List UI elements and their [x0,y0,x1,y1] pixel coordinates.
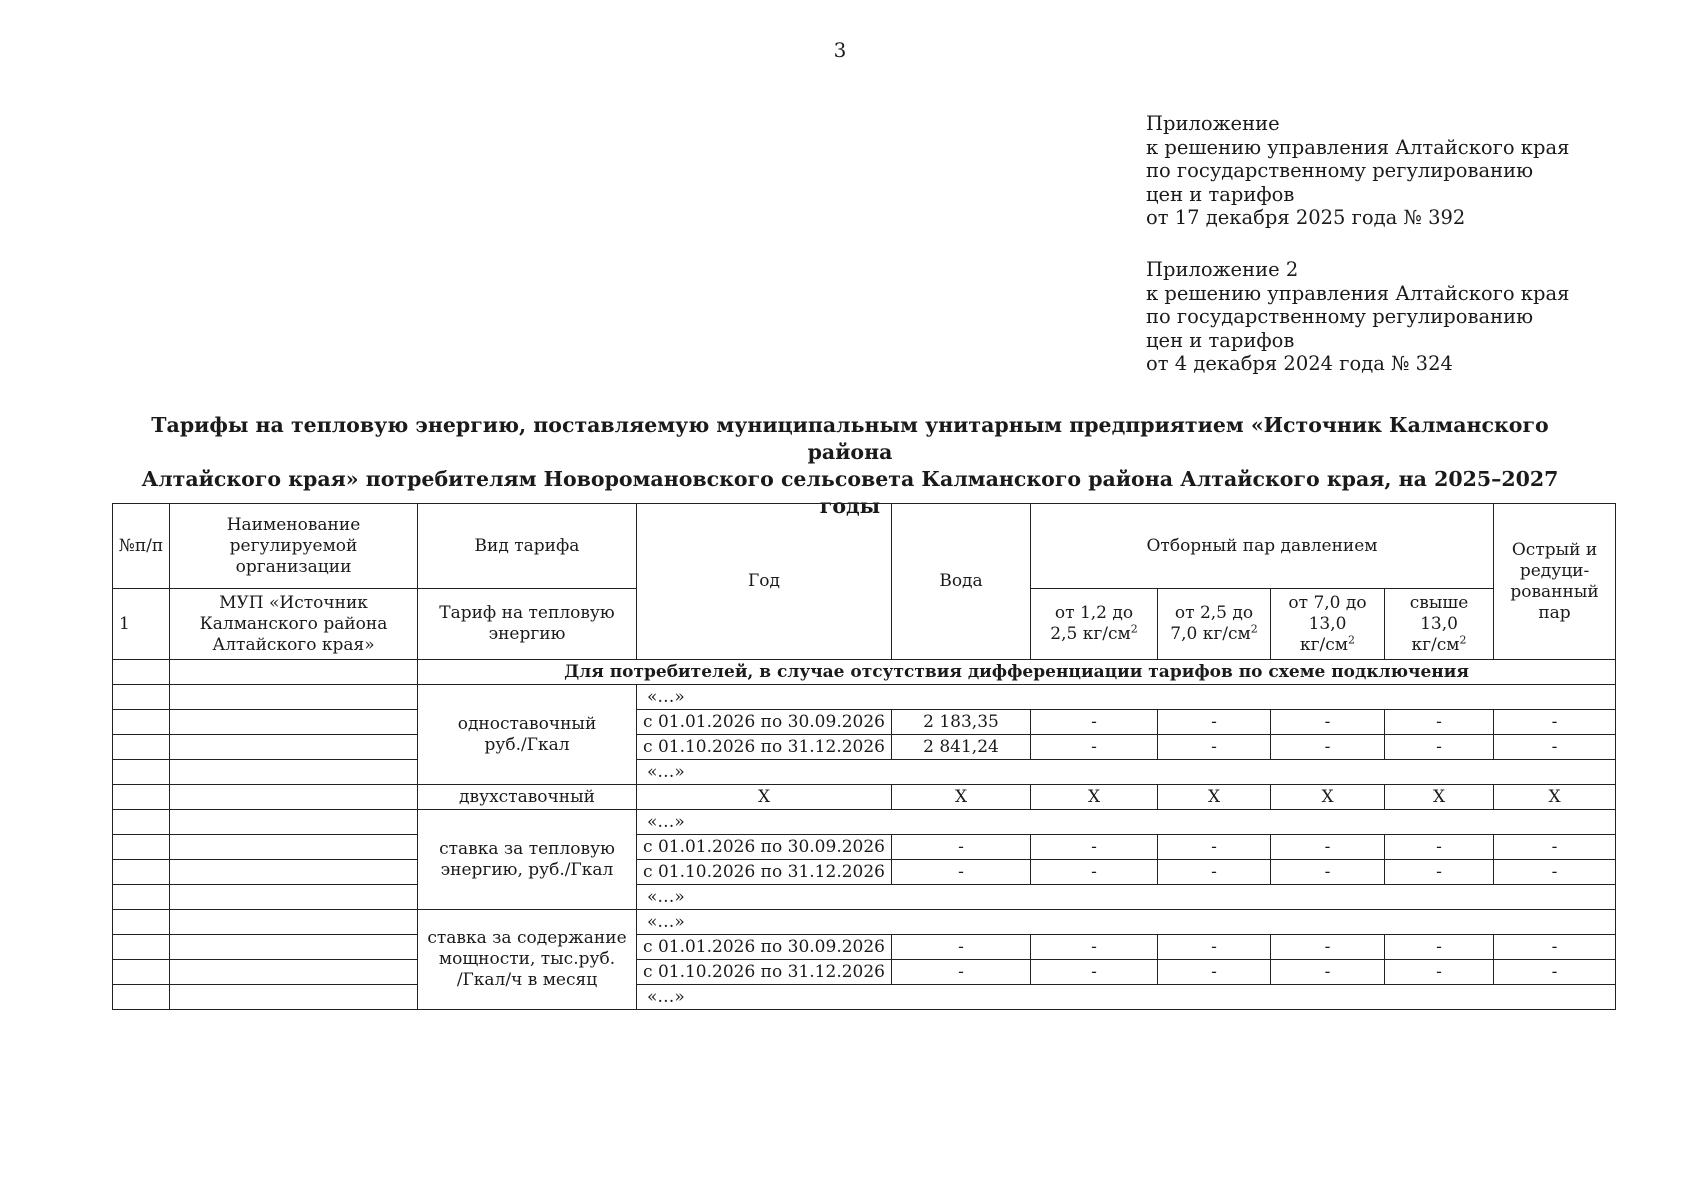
unit-text: кг/см [1299,634,1348,655]
water-value: 2 183,35 [892,710,1031,735]
unit-text: кг/см [1411,634,1460,655]
appendix-2-block [1146,258,1569,376]
dash-cell: - [1385,935,1494,960]
header-pressure-4 [1385,589,1494,660]
table-row [113,710,1616,735]
empty-cell [113,735,170,760]
appendix-2-line: по государственному регулированию [1146,305,1534,328]
appendix-1-line: по государственному регулированию [1146,159,1534,182]
header-sharp-steam [1494,504,1616,660]
appendix-2-line: к решению управления Алтайского края [1146,281,1570,305]
empty-cell [113,660,170,685]
empty-cell [170,935,418,960]
header-pressure-3-line [1275,632,1380,656]
dash-cell: - [892,860,1031,885]
header-row [113,504,1616,589]
table-row [113,810,1616,835]
dash-cell: - [1385,735,1494,760]
dash-cell: - [892,835,1031,860]
x-cell: X [1385,785,1494,810]
header-pressure-4-line: 13,0 [1420,613,1458,634]
dash-cell: - [1158,860,1271,885]
header-pressure-3-line: от 7,0 до [1288,592,1367,613]
capacity-rate-label-line: мощности, тыс.руб. [438,949,616,969]
capacity-rate-label-line: ставка за содержание [427,928,627,948]
dash-cell: - [1158,710,1271,735]
dash-cell: - [892,960,1031,985]
header-pressure-2-line [1162,624,1266,645]
empty-cell [113,885,170,910]
document-title-line-1: Тарифы на тепловую энергию, поставляемую муниципальным унитарным предприятием «Источник Калманского района [151,413,1549,464]
ellipsis-cell: «…» [637,885,1616,910]
two-rate-label: двухставочный [418,785,637,810]
ellipsis-cell: «…» [637,985,1616,1010]
header-pressure-1 [1031,589,1158,660]
dash-cell: - [1158,835,1271,860]
period-cell: с 01.01.2026 по 30.09.2026 [637,835,892,860]
empty-cell [170,710,418,735]
heat-rate-label [418,810,637,910]
empty-cell [113,810,170,835]
org-name-cell: МУП «Источник Калманского района Алтайского края» [170,589,418,660]
header-pressure-2 [1158,589,1271,660]
empty-cell [170,685,418,710]
header-num-label: №п/п [118,536,164,556]
empty-cell [113,910,170,935]
dash-cell: - [1494,960,1616,985]
header-pressure-3 [1271,589,1385,660]
header-steam: Отборный пар давлением [1031,504,1494,589]
empty-cell [170,810,418,835]
header-pressure-4-line: свыше [1409,592,1469,613]
header-pressure-2-line: от 2,5 до [1174,603,1254,623]
x-cell: X [637,785,892,810]
table-row [113,910,1616,935]
period-cell: с 01.10.2026 по 31.12.2026 [637,960,892,985]
header-water: Вода [892,504,1031,660]
dash-cell: - [1271,935,1385,960]
period-cell: с 01.01.2026 по 30.09.2026 [637,710,892,735]
period-cell: с 01.01.2026 по 30.09.2026 [637,935,892,960]
header-org: Наименование регулируемой организации [170,504,418,589]
appendix-1-line: Приложение [1146,112,1280,135]
dash-cell: - [1271,835,1385,860]
dash-cell: - [1031,835,1158,860]
header-sharp-line: редуци- [1519,560,1590,581]
heat-rate-label-line: энергию, руб./Гкал [440,859,614,880]
empty-cell [113,935,170,960]
empty-cell [170,860,418,885]
tariff-kind-cell: Тариф на тепловую энергию [418,589,637,660]
header-sharp-line: пар [1538,602,1571,623]
unit-exponent: 2 [1250,622,1258,636]
dash-cell: - [1031,735,1158,760]
header-year: Год [637,504,892,660]
dash-cell: - [1031,710,1158,735]
empty-cell [170,660,418,685]
page-number: 3 [833,38,847,62]
empty-cell [113,860,170,885]
header-pressure-4-line [1389,632,1489,656]
empty-cell [170,760,418,785]
header-sharp-line: Острый и [1511,539,1598,560]
empty-cell [170,910,418,935]
empty-cell [170,885,418,910]
header-pressure-3-line: 13,0 [1308,613,1347,634]
x-cell: X [1494,785,1616,810]
dash-cell: - [1271,960,1385,985]
dash-cell: - [1385,860,1494,885]
period-cell: с 01.10.2026 по 31.12.2026 [637,860,892,885]
appendix-2-line: Приложение 2 [1146,258,1299,281]
row-number: 1 [113,588,169,659]
capacity-rate-label [418,910,637,1010]
dash-cell: - [1158,735,1271,760]
empty-cell [113,710,170,735]
unit-text: 2,5 кг/см [1050,624,1131,644]
empty-cell [113,785,170,810]
unit-text: 7,0 кг/см [1170,624,1251,644]
dash-cell: - [1494,835,1616,860]
appendix-2-line: цен и тарифов [1146,328,1295,352]
section-label: Для потребителей, в случае отсутствия дифференциации тарифов по схеме подключения [418,660,1616,685]
section-row [113,660,1616,685]
empty-cell [113,835,170,860]
dash-cell: - [1158,935,1271,960]
dash-cell: - [1494,860,1616,885]
x-cell: X [892,785,1031,810]
period-cell: с 01.10.2026 по 31.12.2026 [637,735,892,760]
dash-cell: - [1158,960,1271,985]
dash-cell: - [1494,710,1616,735]
empty-cell [113,985,170,1010]
dash-cell: - [1271,735,1385,760]
ellipsis-cell: «…» [637,910,1616,935]
empty-cell [113,760,170,785]
table-row [113,960,1616,985]
table-row [113,985,1616,1010]
dash-cell: - [1031,860,1158,885]
one-rate-label-line: руб./Гкал [484,734,570,755]
table-row [113,685,1616,710]
table-row [113,885,1616,910]
dash-cell: - [1494,735,1616,760]
x-cell: X [1031,785,1158,810]
header-type: Вид тарифа [418,504,637,589]
empty-cell [170,960,418,985]
empty-cell [170,735,418,760]
dash-cell: - [1494,935,1616,960]
dash-cell: - [1031,960,1158,985]
empty-cell [170,785,418,810]
header-num [113,504,170,660]
header-pressure-1-line: от 1,2 до [1054,603,1134,623]
appendix-1-line: цен и тарифов [1146,182,1295,206]
document-title-line-2: Алтайского края» потребителям Новоромановского сельсовета Калманского района Алтайского края, на 2025–2027 годы [141,467,1559,518]
x-cell: X [1271,785,1385,810]
ellipsis-cell: «…» [637,810,1616,835]
header-sharp-line: рованный [1510,581,1599,602]
table-row [113,935,1616,960]
capacity-rate-label-line: /Гкал/ч в месяц [456,970,598,990]
table-row [113,860,1616,885]
appendix-1-line: к решению управления Алтайского края [1146,135,1570,159]
table-row [113,760,1616,785]
dash-cell: - [1271,710,1385,735]
table-row [113,735,1616,760]
unit-exponent: 2 [1130,622,1138,636]
ellipsis-cell: «…» [637,685,1616,710]
heat-rate-label-line: ставка за тепловую [439,838,615,859]
one-rate-label-line: одноставочный [457,713,597,734]
one-rate-label [418,685,637,785]
appendix-1-block [1146,112,1569,230]
dash-cell: - [1031,935,1158,960]
dash-cell: - [1385,960,1494,985]
empty-cell [113,960,170,985]
dash-cell: - [1385,835,1494,860]
empty-cell [113,685,170,710]
dash-cell: - [892,935,1031,960]
x-cell: X [1158,785,1271,810]
dash-cell: - [1385,710,1494,735]
appendix-1-line: от 17 декабря 2025 года № 392 [1146,206,1466,229]
empty-cell [170,985,418,1010]
table-row [113,835,1616,860]
empty-cell [170,835,418,860]
appendix-2-line: от 4 декабря 2024 года № 324 [1146,352,1453,375]
table-row [113,785,1616,810]
unit-exponent: 2 [1348,632,1355,646]
dash-cell: - [1271,860,1385,885]
water-value: 2 841,24 [892,735,1031,760]
unit-exponent: 2 [1459,632,1467,646]
ellipsis-cell: «…» [637,760,1616,785]
tariffs-table [112,503,1616,1010]
header-pressure-1-line [1035,624,1153,645]
